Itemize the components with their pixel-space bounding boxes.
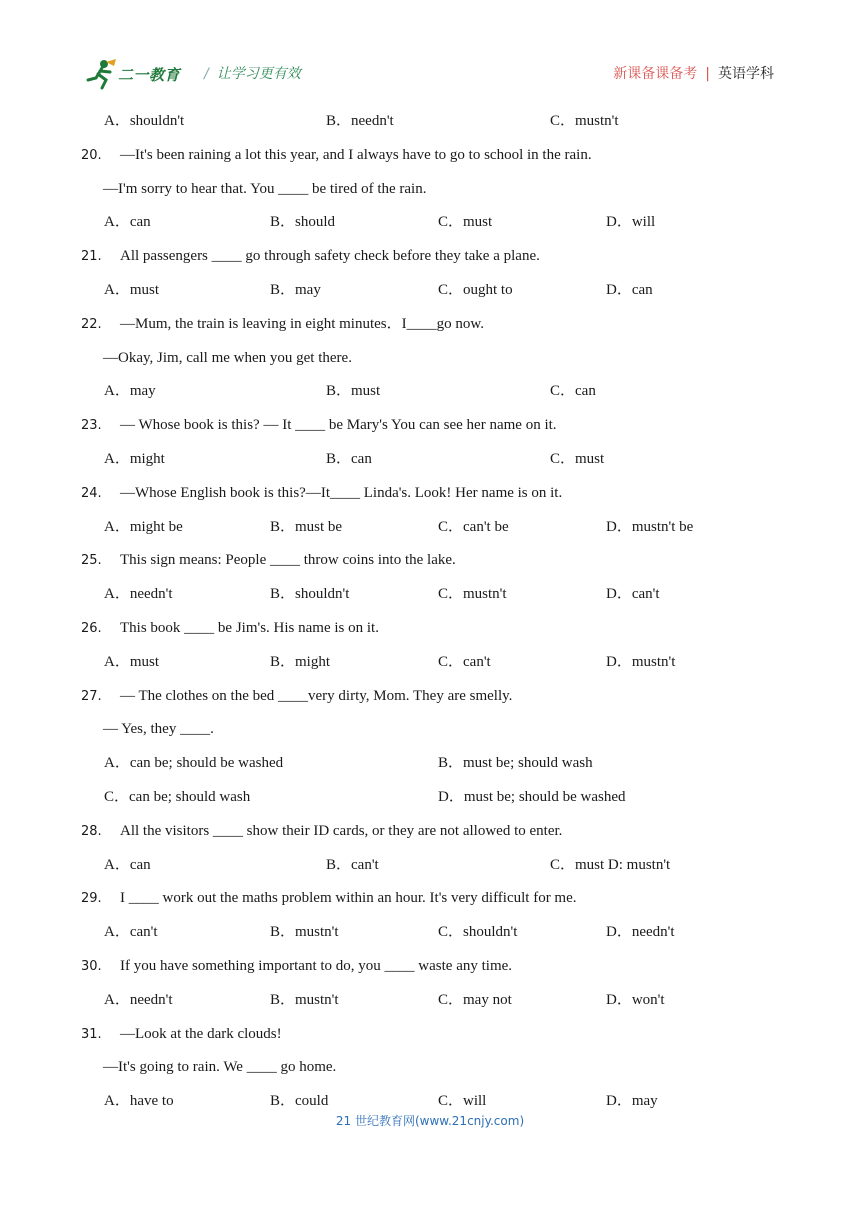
answer-option[interactable]: D．must be; should be washed	[438, 789, 626, 805]
answer-option[interactable]: B．can't	[326, 856, 379, 873]
answer-option[interactable]: C．will	[438, 1093, 487, 1110]
answer-option[interactable]: A．might	[104, 451, 165, 467]
question-text: —It's been raining a lot this year, and I always have to go to school in the rain.	[120, 146, 592, 163]
question-dialogue-line: —It's going to rain. We ____ go home.	[103, 1059, 337, 1076]
answer-option[interactable]: C．can't be	[438, 518, 509, 535]
question-text: This sign means: People ____ throw coins into the lake.	[120, 552, 456, 569]
question-text: All passengers ____ go through safety check before they take a plane.	[120, 248, 540, 265]
answer-option[interactable]: B．should	[270, 214, 336, 231]
answer-option[interactable]: A．can	[104, 856, 151, 873]
question-stem	[81, 687, 512, 706]
logo-text: 二一教育	[118, 66, 181, 84]
answer-option[interactable]: C．mustn't	[438, 586, 507, 603]
answer-option[interactable]: C．mustn't	[550, 113, 619, 129]
answer-option[interactable]: D．mustn't	[606, 653, 676, 670]
answer-option[interactable]: C．must	[438, 214, 493, 231]
question-number: 27.	[81, 688, 102, 704]
question-stem	[81, 889, 577, 908]
answer-option[interactable]: B．mustn't	[270, 991, 339, 1008]
answer-option[interactable]: C．can be; should wash	[104, 789, 251, 805]
question-number: 22.	[81, 316, 102, 332]
answer-option[interactable]: C．must	[550, 451, 605, 467]
question-number: 26.	[81, 621, 102, 636]
question-stem	[81, 315, 484, 334]
question-stem	[81, 247, 540, 266]
brand-logo	[84, 58, 194, 90]
question-stem	[81, 957, 512, 976]
answer-option[interactable]: B．must be	[270, 518, 343, 535]
answer-option[interactable]: D．needn't	[606, 924, 675, 941]
question-text: —Look at the dark clouds!	[120, 1025, 282, 1042]
question-stem	[81, 822, 562, 841]
answer-option[interactable]: D．will	[606, 214, 656, 231]
answer-option[interactable]: C．shouldn't	[438, 924, 518, 941]
question-number: 28.	[81, 823, 102, 839]
subject-tag: 英语学科	[718, 66, 774, 82]
answer-option[interactable]: C．can	[550, 383, 596, 400]
question-number: 23.	[81, 418, 102, 434]
answer-option[interactable]: A．have to	[104, 1093, 174, 1110]
answer-option[interactable]: B．may	[270, 282, 321, 298]
answer-option[interactable]: B．must be; should wash	[438, 755, 593, 772]
question-text: — Whose book is this? — It ____ be Mary's You can see her name on it.	[120, 417, 557, 434]
question-text: This book ____ be Jim's. His name is on it.	[120, 620, 379, 636]
page-header	[84, 54, 774, 94]
answer-option[interactable]: B．needn't	[326, 113, 394, 129]
header-separator: |	[705, 66, 710, 82]
answer-option[interactable]: A．can't	[104, 924, 158, 941]
header-tags	[613, 63, 774, 83]
question-dialogue-line: —I'm sorry to hear that. You ____ be tired of the rain.	[103, 180, 427, 197]
answer-option[interactable]: C．ought to	[438, 282, 513, 298]
question-text: —Mum, the train is leaving in eight minutes．I____go now.	[120, 315, 484, 332]
answer-option[interactable]: B．mustn't	[270, 924, 339, 941]
answer-option[interactable]: B．might	[270, 653, 331, 670]
question-text: If you have something important to do, you ____ waste any time.	[120, 958, 513, 974]
question-stem	[81, 416, 557, 435]
slogan-text: 让学习更有效	[216, 66, 301, 82]
answer-option[interactable]: D．can	[606, 282, 653, 298]
answer-option[interactable]: B．could	[270, 1093, 329, 1110]
answer-option[interactable]: A．must	[104, 653, 160, 670]
question-text: —Whose English book is this?—It____ Linda's. Look! Her name is on it.	[120, 484, 563, 501]
answer-option[interactable]: D．can't	[606, 586, 660, 603]
question-stem	[81, 1025, 282, 1044]
question-number: 31.	[81, 1026, 102, 1042]
answer-option[interactable]: A．must	[104, 282, 160, 298]
question-number: 20.	[81, 147, 102, 163]
answer-option[interactable]: A．shouldn't	[104, 113, 185, 129]
page-footer: 21 世纪教育网(www.21cnjy.com)	[335, 1114, 525, 1128]
slogan: / 让学习更有效	[204, 66, 301, 82]
question-number: 24.	[81, 485, 102, 501]
answer-option[interactable]: A．needn't	[104, 991, 173, 1008]
question-stem	[81, 551, 456, 570]
answer-option[interactable]: D．mustn't be	[606, 518, 694, 535]
question-text: — The clothes on the bed ____very dirty, Mom. They are smelly.	[120, 687, 513, 704]
question-number: 25.	[81, 553, 102, 569]
answer-option[interactable]: C．can't	[438, 653, 491, 670]
question-stem	[81, 619, 379, 638]
question-text: I ____ work out the maths problem within an hour. It's very difficult for me.	[120, 890, 577, 907]
question-text: All the visitors ____ show their ID cards, or they are not allowed to enter.	[120, 822, 563, 839]
answer-option[interactable]: A．needn't	[104, 586, 173, 603]
answer-option[interactable]: A．might be	[104, 518, 183, 535]
question-dialogue-line: —Okay, Jim, call me when you get there.	[103, 349, 352, 366]
answer-option[interactable]: A．can be; should be washed	[104, 755, 284, 772]
question-number: 30.	[81, 959, 102, 974]
question-number: 29.	[81, 891, 102, 907]
answer-option[interactable]: C．must D: mustn't	[550, 856, 671, 873]
question-dialogue-line: — Yes, they ____.	[103, 721, 214, 738]
exam-tag: 新课备课备考	[613, 66, 698, 82]
answer-option[interactable]: D．may	[606, 1093, 658, 1110]
answer-option[interactable]: A．may	[104, 383, 156, 400]
runner-logo-icon	[84, 58, 118, 90]
question-number: 21.	[81, 249, 102, 265]
answer-option[interactable]: B．must	[326, 383, 381, 400]
answer-option[interactable]: D．won't	[606, 991, 665, 1008]
answer-option[interactable]: B．can	[326, 451, 372, 467]
question-stem	[81, 484, 562, 503]
answer-option[interactable]: C．may not	[438, 991, 512, 1008]
answer-option[interactable]: B．shouldn't	[270, 586, 350, 603]
question-stem	[81, 146, 592, 165]
answer-option[interactable]: A．can	[104, 214, 151, 231]
